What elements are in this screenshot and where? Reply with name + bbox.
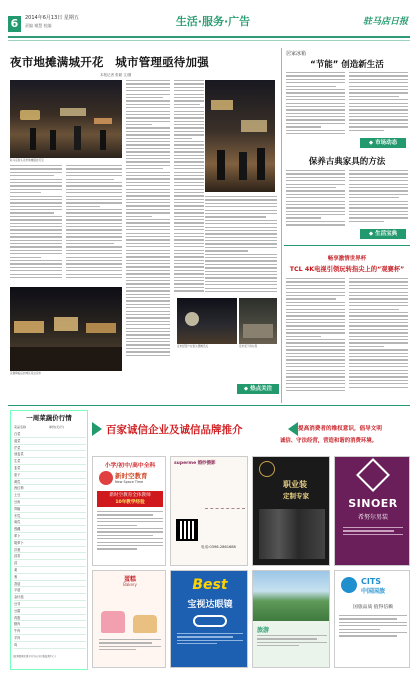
masthead: 驻马店日报 [362,17,408,27]
market-item-name: 青椒 [14,506,21,511]
market-table-row [14,594,86,601]
page-number: 6 [8,16,21,32]
market-item-name: 萝卜 [14,533,21,538]
ad-cake[interactable] [92,570,166,668]
night-market-photo-4 [177,298,237,344]
market-table-row [14,540,86,547]
market-item-name: 猪肉 [14,622,21,627]
qr-code-icon [176,519,198,541]
column-divider [281,48,282,403]
market-table-row [14,479,86,486]
market-item-name: 莲藕 [14,527,21,532]
ad-cits-name: CITS [361,577,382,586]
market-table-row [14,635,86,642]
market-news-label: 市场动态 [375,140,398,146]
ad-school-title: 小学/初中/高中全科 [104,463,156,469]
ad-uniform-sub: 定制专家 [283,492,309,500]
market-item-name: 豆角 [14,499,21,504]
life-tips-tag: ◆ 生活宝典 [360,229,406,239]
feature-kicker: 畅享激情世界杯 [327,256,367,262]
market-table-row [14,526,86,533]
market-table-row [14,547,86,554]
market-item-name: 鸡蛋 [14,615,21,620]
ad-glasses-title: Best [192,577,228,593]
market-item-name: 香菇 [14,581,21,586]
market-item-name: 冬瓜 [14,513,21,518]
ad-sinoer-logo [356,458,390,492]
market-table-col1: 菜品名称 [14,425,27,429]
main-article-text-col4 [174,80,204,295]
main-article-text-col2 [66,165,122,285]
ad-wedding-phone: 电话:0396-2861688 [201,545,236,549]
market-item-name: 西红柿 [14,486,24,491]
market-table-row [14,458,86,465]
market-table-row [14,615,86,622]
market-item-name: 牛肉 [14,629,21,634]
market-item-name: 白菜 [14,432,21,436]
market-table-row [14,621,86,628]
glasses-icon [193,615,227,627]
ad-wedding-title: superme 婚纱摄影 [174,461,216,466]
main-headline: 夜市地摊满城开花 城市管理亟待加强 [10,55,209,69]
photo4-caption: 夜市留下的垃圾 [239,345,258,348]
market-item-name: 豆腐 [14,608,21,613]
market-item-name: 豆芽 [14,601,21,606]
banner-slogan-1: 提高消费者的维权意识，倡导文明 [298,426,382,432]
ad-travel-photo [253,571,330,621]
hot-topic-label: 热点关注 [250,386,273,392]
market-table-row [14,513,86,520]
market-item-name: 生菜 [14,459,21,464]
section-divider [8,405,410,406]
market-news-tag: ◆ 市场动态 [360,138,406,148]
main-article-text-col3 [126,80,170,372]
header-editor: 责编 谢慧 校编 [25,23,52,28]
right-text-2a [286,170,345,228]
market-table-row [14,492,86,499]
market-table-row [14,431,86,438]
ad-school-name-en: New Space Time [115,480,144,484]
ad-sinoer-cn: 希努尔男装 [357,514,388,521]
market-item-name: 土豆 [14,493,21,498]
market-table-row [14,445,86,452]
market-item-name: 芹菜 [14,445,21,450]
banner-arrow-right [288,422,298,436]
ad-uniform-models [259,509,325,559]
market-item-name: 胡萝卜 [14,540,24,545]
market-item-name: 黄瓜 [14,479,21,484]
ad-wedding-calligraphy [205,473,245,509]
market-item-name: 茄子 [14,472,21,477]
market-table-row [14,560,86,567]
market-item-name: 姜 [14,567,18,572]
market-item-name: 菠菜 [14,438,21,443]
market-table [10,410,88,670]
market-item-name: 南瓜 [14,520,21,525]
market-table-row [14,472,86,479]
ad-travel[interactable] [252,570,330,668]
market-item-name: 金针菇 [14,595,24,600]
market-table-col2: 单价(元/斤) [49,425,65,429]
ad-cake-title: 蛋糕 [123,576,136,583]
header-rule [8,36,410,38]
hot-topic-tag: ◆ 热点关注 [237,384,279,394]
ad-school-name: 新时空教育 [115,472,148,480]
right-rule [284,245,410,246]
ad-cits[interactable] [334,570,410,668]
ad-sinoer[interactable] [334,456,410,566]
banner-slogan-2: 诚信、守法经营，营造和谐的消费环境。 [280,438,378,444]
market-table-row [14,438,86,445]
ad-travel-tag: 旅游 [257,627,270,634]
market-table-row [14,628,86,635]
market-table-row [14,642,86,649]
feature-text-a [286,278,345,396]
market-table-row [14,567,86,574]
market-table-footnote: (监测数据来源于驻马店市价格监测中心) [13,655,56,658]
page-header [8,10,410,36]
ad-uniform-logo [259,461,275,477]
market-item-name: 洋葱 [14,547,21,552]
ad-cits-cn: 中国国旅 [361,588,386,595]
right-text-1a [286,72,345,136]
ad-school-offer-2: 10年教学经验 [115,500,145,505]
market-table-row [14,451,86,458]
ad-uniform[interactable] [252,456,330,566]
market-item-name: 鸡 [14,642,18,647]
market-table-title: 一周菜蔬价行情 [26,414,72,422]
ad-school[interactable] [92,456,166,566]
ad-school-offer-1: 新时空教育全体教师 [109,493,151,498]
market-table-row [14,587,86,594]
market-item-name: 韭菜 [14,465,21,470]
ad-wedding[interactable] [170,456,248,566]
header-date: 2014年6月13日 星期五 [25,15,79,21]
feature-text-b [349,278,408,396]
feature-headline: TCL 4K电视引领玩转指尖上的“观赛杯” [289,266,405,273]
cake-icon-2 [133,615,157,633]
market-table-row [14,485,86,492]
ad-cits-sub: 国旅品质 值得信赖 [353,605,393,610]
market-table-row [14,533,86,540]
right-headline-2: 保养古典家具的方法 [308,157,386,167]
main-article-text-col1 [10,165,62,285]
ad-glasses-cn: 宝视达眼镜 [187,600,233,610]
life-tips-label: 生活宝典 [375,231,398,237]
market-table-row [14,506,86,513]
banner-title: 百家诚信企业及诚信品牌推介 [106,424,243,436]
market-table-row [14,499,86,506]
right-headline-1: “节能” 创造新生活 [310,60,384,70]
market-table-row [14,581,86,588]
night-market-photo-1 [10,80,122,158]
section-title: 生活·服务·广告 [175,15,251,28]
market-table-row [14,465,86,472]
ad-glasses[interactable] [170,570,248,668]
market-item-name: 蒜 [14,561,18,566]
right-text-2b [349,170,408,228]
market-item-name: 羊肉 [14,635,21,640]
night-market-photo-2 [10,287,122,371]
cake-icon [101,611,125,633]
market-item-name: 油麦菜 [14,452,24,457]
banner-arrow-left [92,422,102,436]
market-table-row [14,519,86,526]
market-table-row [14,608,86,615]
main-byline: 本报记者 张颖 文/图 [100,73,132,77]
market-item-name: 蒜苔 [14,554,21,559]
right-kicker: 居家冰箱 [286,51,307,57]
market-table-row [14,574,86,581]
market-table-row [14,601,86,608]
photo3-caption: 夜市经营户在街头摆摊设点 [177,345,209,348]
ad-cake-sub: Bakery [123,582,137,587]
right-text-1b [349,72,408,136]
cits-logo-icon [341,577,357,593]
ad-school-logo [99,471,113,485]
main-article-text-col5 [205,196,277,294]
market-item-name: 平菇 [14,588,21,593]
photo1-caption: 驻马店街头夜市地摊随处可见 [10,159,44,162]
ad-uniform-title: 职业装 [283,480,307,489]
ad-sinoer-name: SINOER [348,497,398,510]
market-table-row [14,553,86,560]
market-table-rows [14,431,86,649]
photo2-caption: 夜幕降临后的城区某处夜市 [10,372,42,375]
night-market-photo-3 [205,80,275,192]
header-rule-thin [8,40,410,41]
night-market-photo-5 [239,298,277,344]
market-item-name: 葱 [14,574,18,579]
